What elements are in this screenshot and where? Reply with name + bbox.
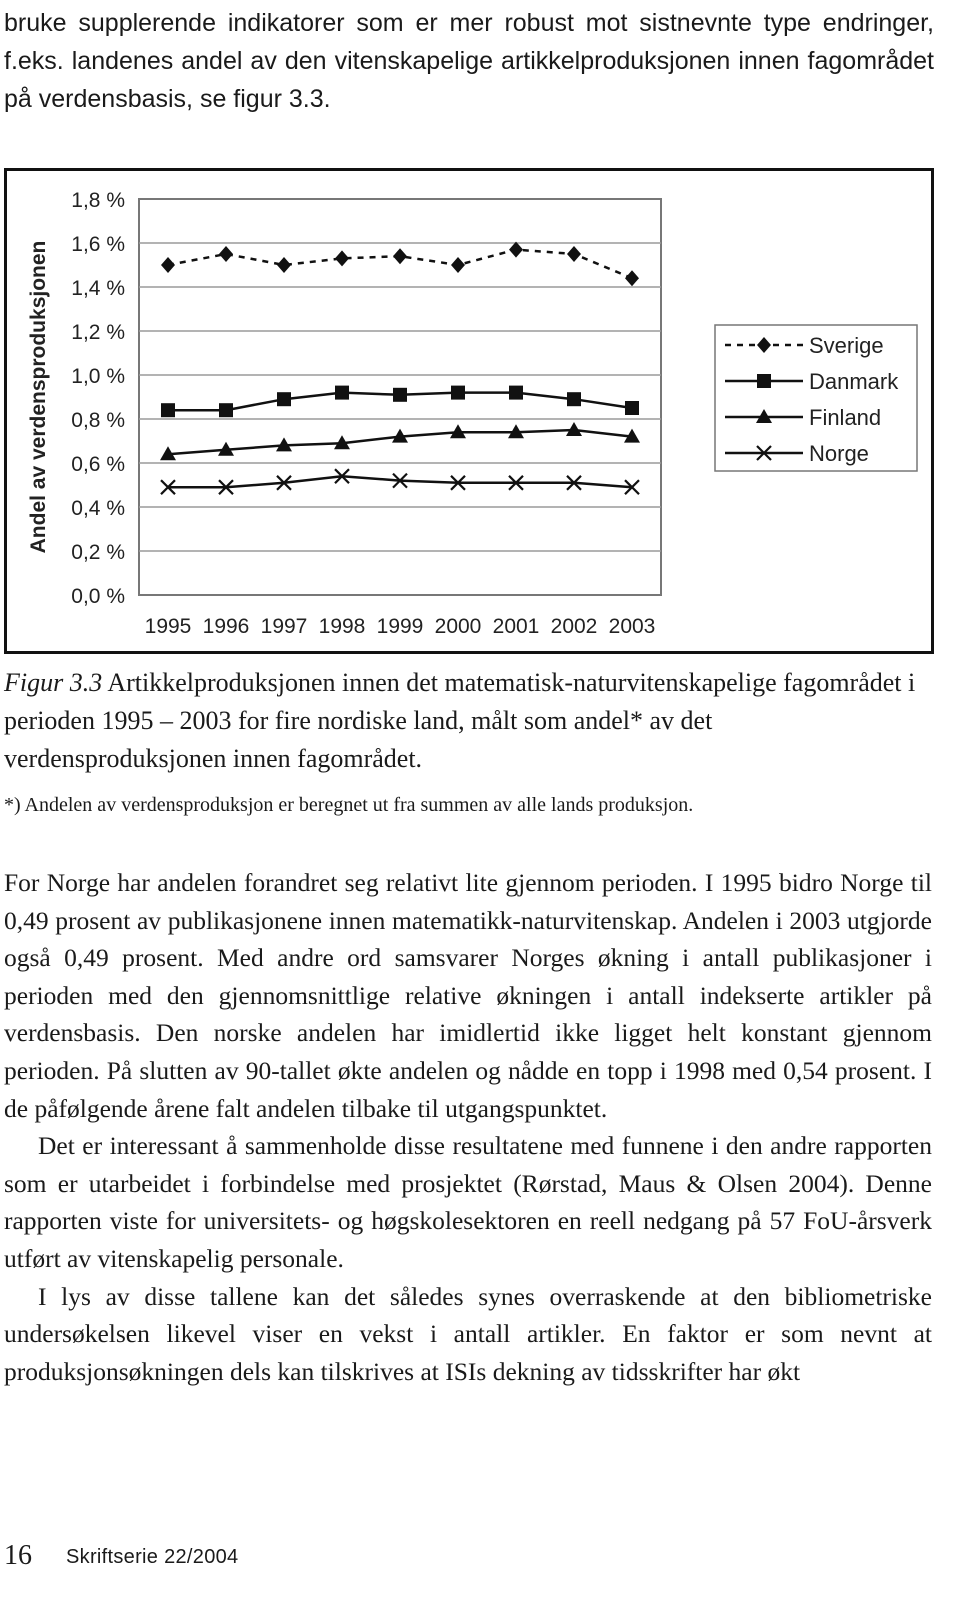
y-tick-label: 1,0 % bbox=[71, 365, 125, 388]
body-paragraph-3: I lys av disse tallene kan det således synes overraskende at den bibliometriske undersøkelsen likevel viser en vekst i antall artikler. En faktor er som nevnt at produksjonsøkningen dels kan tilskrives at ISIs dekning av tidsskrifter har økt bbox=[4, 1281, 932, 1386]
figure-3-3 bbox=[4, 168, 934, 654]
x-tick-label: 2003 bbox=[608, 615, 656, 638]
legend-label-danmark: Danmark bbox=[809, 369, 899, 394]
x-tick-label: 2001 bbox=[492, 615, 540, 638]
data-point-danmark bbox=[335, 386, 349, 400]
publication-series: Skriftserie 22/2004 bbox=[66, 1546, 239, 1568]
y-tick-label: 1,8 % bbox=[71, 189, 125, 212]
y-tick-label: 0,8 % bbox=[71, 409, 125, 432]
x-tick-label: 1995 bbox=[144, 615, 192, 638]
page-footer bbox=[4, 1540, 934, 1580]
x-tick-label: 2000 bbox=[434, 615, 482, 638]
y-tick-label: 0,4 % bbox=[71, 497, 125, 520]
legend-label-norge: Norge bbox=[809, 441, 869, 466]
data-point-danmark bbox=[393, 388, 407, 402]
figure-footnote: *) Andelen av verdensproduksjon er beregnet ut fra summen av alle lands produksjon. bbox=[4, 794, 694, 816]
legend-label-finland: Finland bbox=[809, 405, 882, 430]
intro-paragraph: bruke supplerende indikatorer som er mer robust mot sistnevnte type endringer, f.eks. landenes andel av den vitenskapelige artikkelproduksjonen innen fagområdet på verdensbasis, se figur 3.3. bbox=[4, 9, 934, 113]
page-number: 16 bbox=[4, 1540, 32, 1571]
y-tick-label: 1,4 % bbox=[71, 277, 125, 300]
legend-label-sverige: Sverige bbox=[809, 333, 884, 358]
data-point-danmark bbox=[625, 401, 639, 415]
x-tick-label: 1997 bbox=[260, 615, 308, 638]
caption-label: Figur 3.3 bbox=[4, 668, 103, 697]
data-point-danmark bbox=[451, 386, 465, 400]
x-tick-label: 1998 bbox=[318, 615, 366, 638]
caption-text: Artikkelproduksjonen innen det matematisk-naturvitenskapelige fagområdet i perioden 1995 – 2003 for fire nordiske land, målt som andel* av det verdensproduksjonen innen fagområdet. bbox=[4, 668, 916, 773]
data-point-danmark bbox=[161, 403, 175, 417]
data-point-danmark bbox=[219, 403, 233, 417]
data-point-danmark bbox=[567, 392, 581, 406]
y-tick-label: 1,6 % bbox=[71, 233, 125, 256]
x-tick-label: 1996 bbox=[202, 615, 250, 638]
y-axis-title: Andel av verdensproduksjonen bbox=[27, 240, 50, 554]
y-tick-label: 1,2 % bbox=[71, 321, 125, 344]
y-tick-label: 0,2 % bbox=[71, 541, 125, 564]
body-paragraph-2: Det er interessant å sammenholde disse resultatene med funnene i den andre rapporten som er utarbeidet i forbindelse med prosjektet (Rørstad, Maus & Olsen 2004). Denne rapporten viste for universitets- og høgskolesektoren en reell nedgang på 57 FoU-årsverk utført av vitenskapelig personale. bbox=[4, 1131, 932, 1273]
body-text bbox=[4, 864, 932, 1390]
x-tick-label: 2002 bbox=[550, 615, 598, 638]
x-tick-label: 1999 bbox=[376, 615, 424, 638]
figure-caption bbox=[4, 664, 934, 778]
line-chart bbox=[7, 171, 931, 651]
y-tick-label: 0,6 % bbox=[71, 453, 125, 476]
data-point-danmark bbox=[509, 386, 523, 400]
legend-marker-danmark bbox=[757, 374, 771, 388]
data-point-danmark bbox=[277, 392, 291, 406]
body-paragraph-1: For Norge har andelen forandret seg relativt lite gjennom perioden. I 1995 bidro Norge til 0,49 prosent av publikasjonene innen matematikk-naturvitenskap. Andelen i 2003 utgjorde også 0,49 prosent. Med andre ord samsvarer Norges økning i antall publikasjoner i perioden med den gjennomsnittlige relative økningen i antall indekserte artikler på verdensbasis. Den norske andelen har imidlertid ikke ligget helt konstant gjennom perioden. På slutten av 90-tallet økte andelen og nådde en topp i 1998 med 0,54 prosent. I de påfølgende årene falt andelen tilbake til utgangspunktet. bbox=[4, 868, 932, 1123]
intro-text-block bbox=[4, 4, 934, 118]
y-tick-label: 0,0 % bbox=[71, 585, 125, 608]
